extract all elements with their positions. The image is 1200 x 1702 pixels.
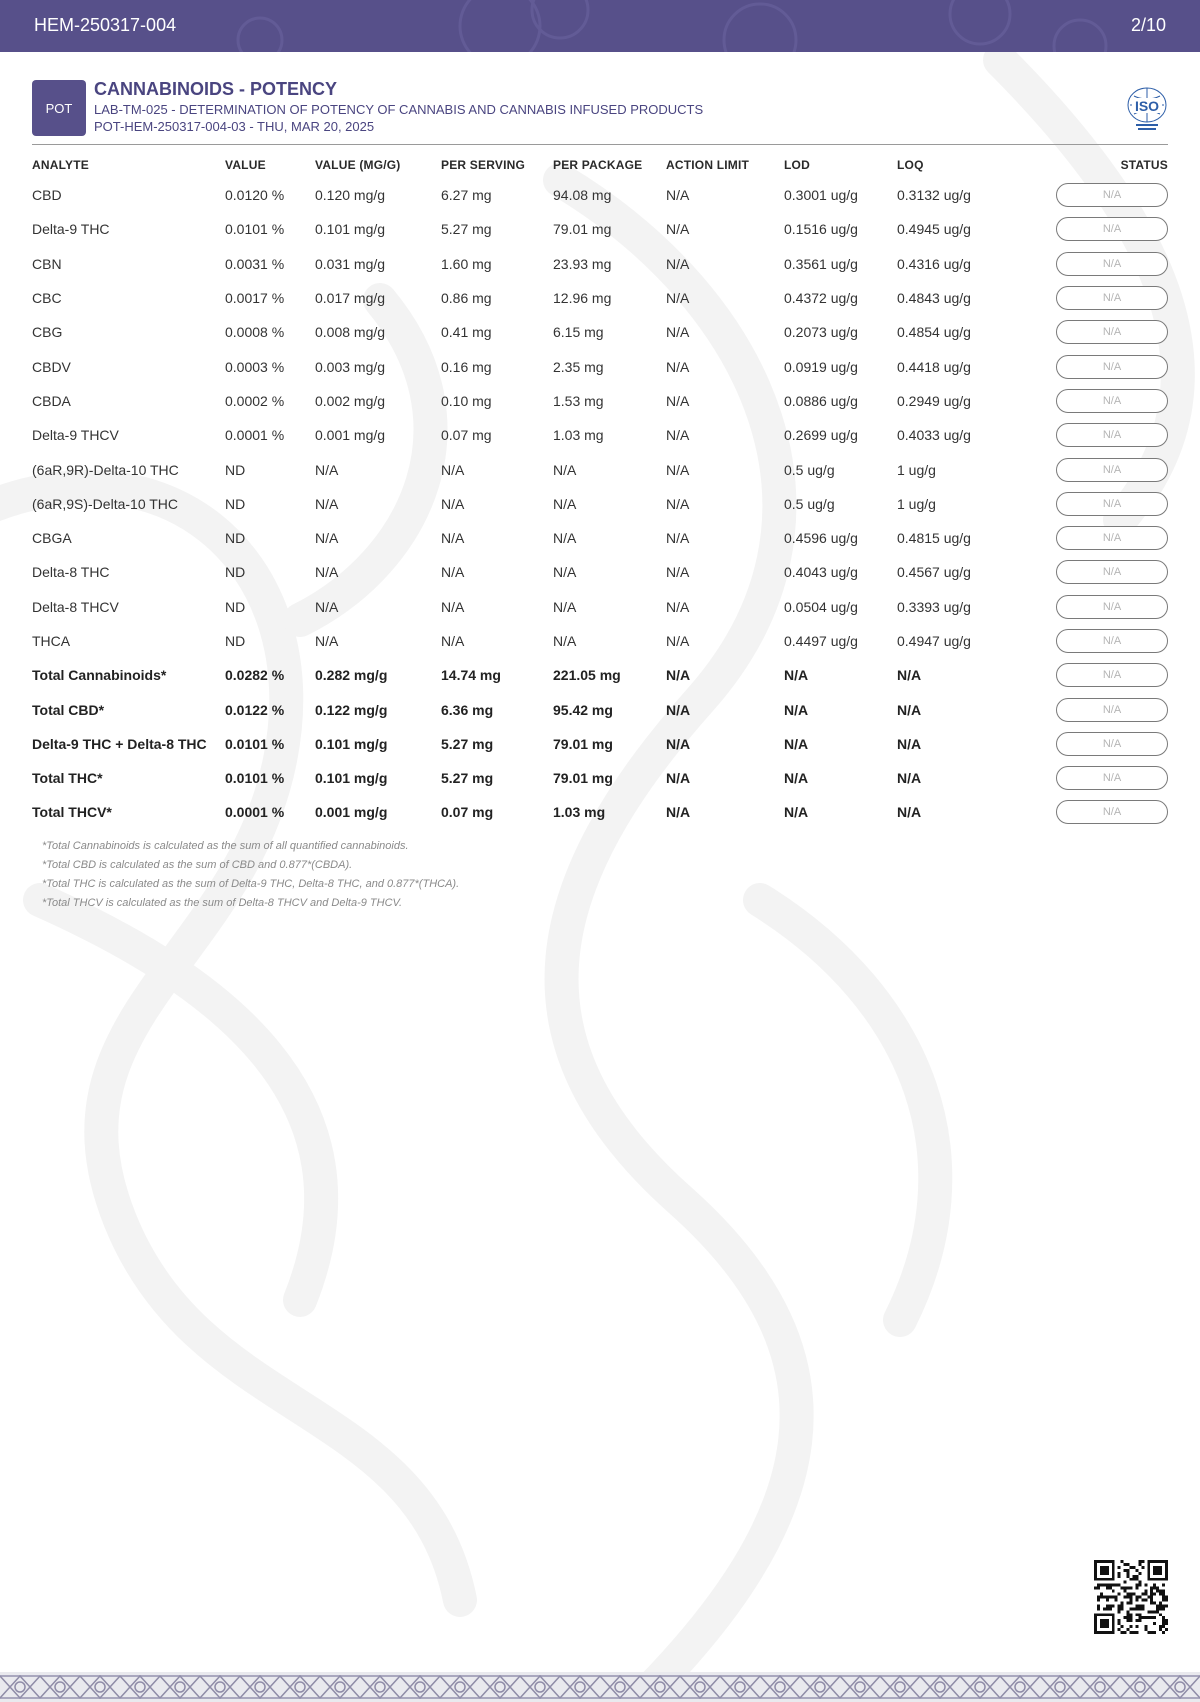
totals-row bbox=[32, 795, 1168, 829]
action-limit-cell: N/A bbox=[666, 255, 690, 272]
lod-cell: 0.3001 ug/g bbox=[784, 187, 858, 204]
value-cell: 0.0008 % bbox=[225, 324, 285, 341]
analyte-cell: CBDV bbox=[32, 358, 71, 375]
table-row bbox=[32, 281, 1168, 315]
lod-cell: 0.0919 ug/g bbox=[784, 358, 858, 375]
status-badge: N/A bbox=[1056, 423, 1168, 447]
per-serving-cell: 0.41 mg bbox=[441, 324, 492, 341]
loq-cell: 1 ug/g bbox=[897, 461, 936, 478]
loq-cell: 0.4418 ug/g bbox=[897, 358, 971, 375]
document-id: HEM-250317-004 bbox=[34, 15, 177, 35]
iso-logo-icon bbox=[1126, 84, 1168, 132]
status-badge: N/A bbox=[1056, 766, 1168, 790]
status-badge: N/A bbox=[1056, 663, 1168, 687]
per-package-cell: N/A bbox=[553, 598, 577, 615]
status-badge: N/A bbox=[1056, 595, 1168, 619]
analyte-cell: CBG bbox=[32, 324, 63, 341]
potency-table bbox=[32, 152, 1168, 830]
per-package-cell: 1.03 mg bbox=[553, 427, 604, 444]
status-badge: N/A bbox=[1056, 732, 1168, 756]
value-cell: 0.0120 % bbox=[225, 187, 285, 204]
status-badge: N/A bbox=[1056, 355, 1168, 379]
lod-cell: 0.2073 ug/g bbox=[784, 324, 858, 341]
value-mgg-cell: 0.122 mg/g bbox=[315, 701, 388, 718]
value-cell: 0.0101 % bbox=[225, 735, 285, 752]
status-badge: N/A bbox=[1056, 698, 1168, 722]
column-header: ACTION LIMIT bbox=[666, 158, 750, 172]
table-row bbox=[32, 590, 1168, 624]
per-serving-cell: 0.86 mg bbox=[441, 290, 492, 307]
value-mgg-cell: N/A bbox=[315, 461, 339, 478]
per-serving-cell: 0.07 mg bbox=[441, 804, 494, 821]
action-limit-cell: N/A bbox=[666, 221, 690, 238]
action-limit-cell: N/A bbox=[666, 564, 690, 581]
per-package-cell: N/A bbox=[553, 530, 577, 547]
pot-badge: POT bbox=[32, 80, 86, 136]
per-package-cell: 79.01 mg bbox=[553, 770, 613, 787]
value-mgg-cell: N/A bbox=[315, 633, 339, 649]
value-cell: 0.0003 % bbox=[225, 358, 285, 375]
action-limit-cell: N/A bbox=[666, 667, 691, 684]
table-row bbox=[32, 521, 1168, 555]
table-row bbox=[32, 555, 1168, 589]
per-serving-cell: 5.27 mg bbox=[441, 770, 494, 787]
analyte-cell: CBN bbox=[32, 255, 62, 272]
action-limit-cell: N/A bbox=[666, 324, 690, 341]
status-cell bbox=[1031, 624, 1168, 658]
lod-cell: 0.4596 ug/g bbox=[784, 530, 858, 547]
lod-cell: N/A bbox=[784, 667, 809, 684]
table-row bbox=[32, 452, 1168, 486]
per-package-cell: 221.05 mg bbox=[553, 667, 621, 684]
header-divider bbox=[32, 144, 1168, 145]
status-cell bbox=[1031, 795, 1168, 829]
per-serving-cell: N/A bbox=[441, 461, 465, 478]
loq-cell: N/A bbox=[897, 804, 922, 821]
topbar-pattern bbox=[0, 0, 1200, 52]
per-serving-cell: N/A bbox=[441, 495, 465, 512]
bottom-decorative-border bbox=[0, 1672, 1200, 1702]
action-limit-cell: N/A bbox=[666, 461, 690, 478]
top-bar bbox=[0, 0, 1200, 52]
page-number: 2/10 bbox=[1130, 15, 1166, 35]
analyte-cell: THCA bbox=[32, 633, 71, 649]
per-serving-cell: 14.74 mg bbox=[441, 667, 501, 684]
value-cell: 0.0001 % bbox=[225, 804, 285, 821]
value-cell: 0.0122 % bbox=[225, 701, 285, 718]
lod-cell: N/A bbox=[784, 804, 809, 821]
table-row bbox=[32, 384, 1168, 418]
value-cell: 0.0101 % bbox=[225, 770, 285, 787]
per-serving-cell: 0.10 mg bbox=[441, 392, 492, 409]
footnote: *Total CBD is calculated as the sum of CBD and 0.877*(CBDA). bbox=[42, 859, 353, 871]
action-limit-cell: N/A bbox=[666, 770, 691, 787]
loq-cell: 0.3132 ug/g bbox=[897, 187, 971, 204]
lod-cell: N/A bbox=[784, 701, 809, 718]
analyte-cell: CBGA bbox=[32, 530, 72, 547]
analyte-cell: Delta-9 THC + Delta-8 THC bbox=[32, 735, 207, 752]
loq-cell: 0.2949 ug/g bbox=[897, 392, 971, 409]
loq-cell: 0.4567 ug/g bbox=[897, 564, 971, 581]
status-cell bbox=[1031, 590, 1168, 624]
status-badge: N/A bbox=[1056, 526, 1168, 550]
status-cell bbox=[1031, 452, 1168, 486]
loq-cell: N/A bbox=[897, 735, 922, 752]
value-mgg-cell: N/A bbox=[315, 598, 339, 615]
loq-cell: N/A bbox=[897, 667, 922, 684]
per-package-cell: N/A bbox=[553, 564, 577, 581]
status-badge: N/A bbox=[1056, 629, 1168, 653]
analyte-cell: Delta-9 THC bbox=[32, 221, 110, 238]
column-header: LOD bbox=[784, 158, 810, 172]
table-row bbox=[32, 624, 1168, 658]
analyte-cell: (6aR,9S)-Delta-10 THC bbox=[32, 495, 179, 512]
table-row bbox=[32, 349, 1168, 383]
status-cell bbox=[1031, 315, 1168, 349]
lod-cell: 0.0504 ug/g bbox=[784, 598, 858, 615]
per-package-cell: N/A bbox=[553, 633, 577, 649]
value-cell: 0.0001 % bbox=[225, 427, 285, 444]
status-cell bbox=[1031, 692, 1168, 726]
per-package-cell: 94.08 mg bbox=[553, 187, 612, 204]
status-badge: N/A bbox=[1056, 560, 1168, 584]
per-package-cell: 6.15 mg bbox=[553, 324, 604, 341]
analyte-cell: CBDA bbox=[32, 392, 71, 409]
analyte-cell: Total THC* bbox=[32, 770, 103, 787]
status-badge: N/A bbox=[1056, 217, 1168, 241]
analyte-cell: (6aR,9R)-Delta-10 THC bbox=[32, 461, 179, 478]
lod-cell: 0.1516 ug/g bbox=[784, 221, 858, 238]
status-cell bbox=[1031, 281, 1168, 315]
method-line: LAB-TM-025 - DETERMINATION OF POTENCY OF CANNABIS AND CANNABIS INFUSED PRODUCTS bbox=[94, 102, 704, 117]
analyte-cell: Total CBD* bbox=[32, 701, 105, 718]
column-header: VALUE bbox=[225, 158, 266, 172]
analyte-cell: Delta-8 THCV bbox=[32, 598, 119, 615]
value-mgg-cell: 0.002 mg/g bbox=[315, 392, 386, 409]
table-row bbox=[32, 418, 1168, 452]
per-serving-cell: 0.07 mg bbox=[441, 427, 492, 444]
per-package-cell: N/A bbox=[553, 461, 577, 478]
table-row bbox=[32, 178, 1168, 212]
status-badge: N/A bbox=[1056, 458, 1168, 482]
lod-cell: 0.5 ug/g bbox=[784, 495, 835, 512]
action-limit-cell: N/A bbox=[666, 598, 690, 615]
action-limit-cell: N/A bbox=[666, 804, 691, 821]
sample-line: POT-HEM-250317-004-03 - THU, MAR 20, 2025 bbox=[94, 119, 375, 134]
action-limit-cell: N/A bbox=[666, 495, 690, 512]
value-cell: ND bbox=[225, 598, 246, 615]
status-cell bbox=[1031, 727, 1168, 761]
per-serving-cell: 6.36 mg bbox=[441, 701, 494, 718]
status-badge: N/A bbox=[1056, 492, 1168, 516]
action-limit-cell: N/A bbox=[666, 735, 691, 752]
totals-row bbox=[32, 761, 1168, 795]
loq-cell: 0.4316 ug/g bbox=[897, 255, 971, 272]
loq-cell: 0.4947 ug/g bbox=[897, 633, 971, 649]
analyte-cell: Delta-9 THCV bbox=[32, 427, 119, 444]
per-package-cell: 23.93 mg bbox=[553, 255, 612, 272]
status-cell bbox=[1031, 418, 1168, 452]
lod-cell: N/A bbox=[784, 770, 809, 787]
action-limit-cell: N/A bbox=[666, 633, 690, 649]
status-cell bbox=[1031, 247, 1168, 281]
loq-cell: 0.4033 ug/g bbox=[897, 427, 971, 444]
value-cell: 0.0101 % bbox=[225, 221, 285, 238]
action-limit-cell: N/A bbox=[666, 290, 690, 307]
totals-row bbox=[32, 692, 1168, 726]
value-cell: ND bbox=[225, 633, 246, 649]
loq-cell: 0.3393 ug/g bbox=[897, 598, 971, 615]
value-mgg-cell: 0.101 mg/g bbox=[315, 770, 388, 787]
status-badge: N/A bbox=[1056, 183, 1168, 207]
lod-cell: 0.4043 ug/g bbox=[784, 564, 858, 581]
value-mgg-cell: 0.008 mg/g bbox=[315, 324, 386, 341]
footnote: *Total THCV is calculated as the sum of Delta-8 THCV and Delta-9 THCV. bbox=[42, 897, 403, 909]
column-header: ANALYTE bbox=[32, 158, 89, 172]
column-header: LOQ bbox=[897, 158, 924, 172]
value-cell: 0.0002 % bbox=[225, 392, 285, 409]
per-serving-cell: 5.27 mg bbox=[441, 735, 494, 752]
totals-row bbox=[32, 658, 1168, 692]
loq-cell: 1 ug/g bbox=[897, 495, 936, 512]
value-mgg-cell: 0.001 mg/g bbox=[315, 804, 388, 821]
analyte-cell: CBC bbox=[32, 290, 62, 307]
per-package-cell: 2.35 mg bbox=[553, 358, 604, 375]
loq-cell: 0.4945 ug/g bbox=[897, 221, 971, 238]
status-cell bbox=[1031, 521, 1168, 555]
action-limit-cell: N/A bbox=[666, 701, 691, 718]
svg-text:ISO: ISO bbox=[1134, 98, 1160, 114]
status-cell bbox=[1031, 384, 1168, 418]
section-title: CANNABINOIDS - POTENCY bbox=[94, 79, 338, 99]
value-mgg-cell: 0.017 mg/g bbox=[315, 290, 386, 307]
loq-cell: 0.4854 ug/g bbox=[897, 324, 971, 341]
per-serving-cell: N/A bbox=[441, 598, 465, 615]
action-limit-cell: N/A bbox=[666, 187, 690, 204]
per-serving-cell: 0.16 mg bbox=[441, 358, 492, 375]
value-mgg-cell: 0.282 mg/g bbox=[315, 667, 388, 684]
per-package-cell: 1.53 mg bbox=[553, 392, 604, 409]
per-serving-cell: 6.27 mg bbox=[441, 187, 492, 204]
lod-cell: N/A bbox=[784, 735, 809, 752]
value-mgg-cell: N/A bbox=[315, 530, 339, 547]
status-cell bbox=[1031, 658, 1168, 692]
lod-cell: 0.5 ug/g bbox=[784, 461, 835, 478]
table-row bbox=[32, 212, 1168, 246]
lod-cell: 0.4372 ug/g bbox=[784, 290, 858, 307]
status-cell bbox=[1031, 761, 1168, 795]
loq-cell: N/A bbox=[897, 701, 922, 718]
value-mgg-cell: 0.001 mg/g bbox=[315, 427, 386, 444]
value-mgg-cell: 0.101 mg/g bbox=[315, 735, 388, 752]
table-header-row bbox=[32, 152, 1168, 178]
status-cell bbox=[1031, 349, 1168, 383]
lod-cell: 0.3561 ug/g bbox=[784, 255, 858, 272]
per-package-cell: 79.01 mg bbox=[553, 221, 612, 238]
per-package-cell: N/A bbox=[553, 495, 577, 512]
value-mgg-cell: 0.031 mg/g bbox=[315, 255, 386, 272]
status-badge: N/A bbox=[1056, 320, 1168, 344]
per-serving-cell: N/A bbox=[441, 530, 465, 547]
totals-row bbox=[32, 727, 1168, 761]
value-mgg-cell: 0.120 mg/g bbox=[315, 187, 386, 204]
per-package-cell: 12.96 mg bbox=[553, 290, 612, 307]
per-serving-cell: N/A bbox=[441, 633, 465, 649]
footnote: *Total THC is calculated as the sum of Delta-9 THC, Delta-8 THC, and 0.877*(THCA). bbox=[42, 878, 460, 890]
value-mgg-cell: 0.101 mg/g bbox=[315, 221, 386, 238]
action-limit-cell: N/A bbox=[666, 358, 690, 375]
lod-cell: 0.0886 ug/g bbox=[784, 392, 858, 409]
value-cell: 0.0017 % bbox=[225, 290, 285, 307]
status-badge: N/A bbox=[1056, 252, 1168, 276]
analyte-cell: Total THCV* bbox=[32, 804, 112, 821]
action-limit-cell: N/A bbox=[666, 427, 690, 444]
value-cell: ND bbox=[225, 530, 246, 547]
lod-cell: 0.4497 ug/g bbox=[784, 633, 858, 649]
status-cell bbox=[1031, 212, 1168, 246]
footnote: *Total Cannabinoids is calculated as the sum of all quantified cannabinoids. bbox=[42, 840, 409, 852]
lod-cell: 0.2699 ug/g bbox=[784, 427, 858, 444]
value-cell: ND bbox=[225, 461, 246, 478]
analyte-cell: CBD bbox=[32, 187, 62, 204]
per-package-cell: 95.42 mg bbox=[553, 701, 613, 718]
column-header: PER PACKAGE bbox=[553, 158, 643, 172]
loq-cell: 0.4815 ug/g bbox=[897, 530, 971, 547]
status-cell bbox=[1031, 555, 1168, 589]
analyte-cell: Total Cannabinoids* bbox=[32, 667, 167, 684]
loq-cell: N/A bbox=[897, 770, 922, 787]
status-badge: N/A bbox=[1056, 389, 1168, 413]
analyte-cell: Delta-8 THC bbox=[32, 564, 110, 581]
value-cell: 0.0282 % bbox=[225, 667, 285, 684]
table-row bbox=[32, 247, 1168, 281]
loq-cell: 0.4843 ug/g bbox=[897, 290, 971, 307]
value-mgg-cell: 0.003 mg/g bbox=[315, 358, 386, 375]
per-serving-cell: N/A bbox=[441, 564, 465, 581]
column-header: STATUS bbox=[1120, 158, 1168, 172]
status-badge: N/A bbox=[1056, 800, 1168, 824]
column-header: PER SERVING bbox=[441, 158, 526, 172]
value-cell: ND bbox=[225, 564, 246, 581]
value-cell: 0.0031 % bbox=[225, 255, 285, 272]
action-limit-cell: N/A bbox=[666, 392, 690, 409]
per-serving-cell: 5.27 mg bbox=[441, 221, 492, 238]
table-row bbox=[32, 315, 1168, 349]
value-mgg-cell: N/A bbox=[315, 495, 339, 512]
status-cell bbox=[1031, 487, 1168, 521]
column-header: VALUE (MG/G) bbox=[315, 158, 401, 172]
status-cell bbox=[1031, 178, 1168, 212]
per-package-cell: 79.01 mg bbox=[553, 735, 613, 752]
qr-code-icon bbox=[1094, 1560, 1168, 1634]
per-package-cell: 1.03 mg bbox=[553, 804, 606, 821]
per-serving-cell: 1.60 mg bbox=[441, 255, 492, 272]
value-mgg-cell: N/A bbox=[315, 564, 339, 581]
section-header bbox=[32, 78, 1168, 146]
value-cell: ND bbox=[225, 495, 246, 512]
action-limit-cell: N/A bbox=[666, 530, 690, 547]
table-row bbox=[32, 487, 1168, 521]
footnotes bbox=[42, 840, 459, 916]
status-badge: N/A bbox=[1056, 286, 1168, 310]
